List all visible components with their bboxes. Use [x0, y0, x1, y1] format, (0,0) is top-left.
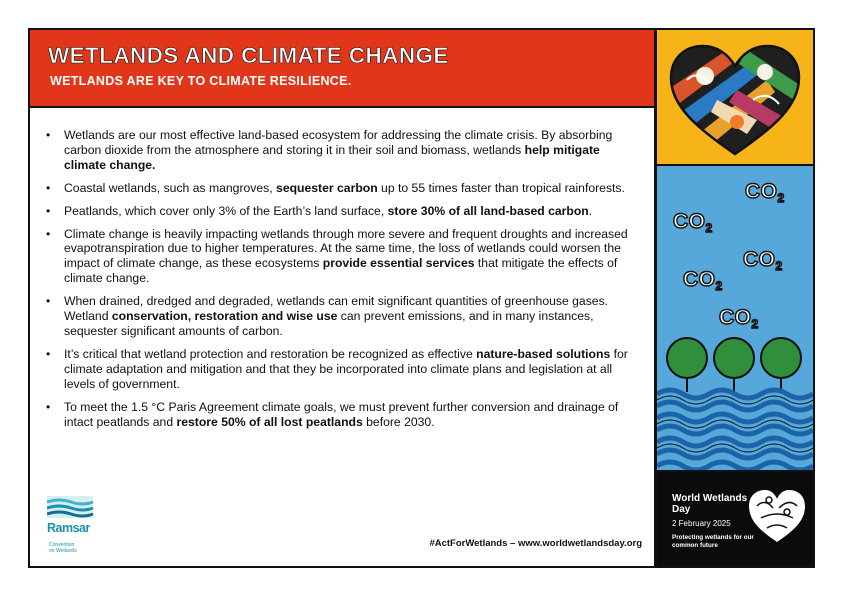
ramsar-caption-line1: Convention [49, 542, 75, 548]
tree-icon [714, 338, 754, 392]
bullet-item [40, 400, 638, 430]
bullet-item [40, 347, 638, 392]
world-wetlands-day-title: World Wetlands Day [672, 493, 748, 515]
bullet-emphasis: provide essential services [322, 256, 475, 271]
bullet-text: It’s critical that wetland protection and restoration be recognized as effective [64, 346, 477, 361]
co2-label: $CO_2$ [683, 268, 723, 293]
bullet-emphasis: nature-based solutions [476, 346, 611, 361]
bullet-text: Peatlands, which cover only 3% of the Earth’s land surface, [64, 203, 388, 218]
bullet-text: that mitigate the effects of climate change. [64, 256, 618, 286]
bullet-text: Climate change is heavily impacting wetlands through more severe and frequent droughts and increased evapotranspiration due to higher temperatures. At the same time, the loss of wetlands could worsen the impact of climate change, as these ecosystems [64, 226, 628, 271]
world-wetlands-day-date: 2 February 2025 [672, 519, 731, 528]
campaign-hashtag-link[interactable]: #ActForWetlands – www.worldwetlandsday.org [429, 538, 642, 549]
bullet-emphasis: help mitigate climate change. [64, 142, 600, 172]
heart-illustration-panel [657, 30, 813, 166]
bullet-text: Coastal wetlands, such as mangroves, [64, 180, 277, 195]
bullet-text: . [588, 203, 593, 218]
co2-illustration-panel [657, 166, 813, 472]
bullet-item [40, 227, 638, 287]
co2-label: $CO_2$ [673, 210, 713, 235]
co2-label: $CO_2$ [719, 306, 759, 331]
bullet-item [40, 128, 638, 173]
header-band [30, 30, 654, 108]
page-title: WETLANDS AND CLIMATE CHANGE [48, 43, 449, 68]
bullet-item [40, 294, 638, 339]
bullet-emphasis: sequester carbon [276, 180, 378, 195]
bullet-emphasis: restore 50% of all lost peatlands [176, 414, 363, 429]
tree-icon [667, 338, 707, 392]
bullet-text: can prevent emissions, and in many instances, sequester significant amounts of carbon. [64, 309, 594, 338]
bullet-emphasis: conservation, restoration and wise use [111, 309, 338, 324]
trees-and-water-illustration [657, 166, 813, 472]
page-subtitle: WETLANDS ARE KEY TO CLIMATE RESILIENCE. [50, 74, 352, 88]
bullet-text: When drained, dredged and degraded, wetlands can emit significant quantities of greenhouse gases. Wetland [64, 294, 609, 324]
ramsar-caption-line2: on Wetlands [49, 548, 77, 554]
bullet-text: up to 55 times faster than tropical rainforests. [377, 180, 625, 195]
ramsar-logo-text: Ramsar [47, 521, 90, 535]
bullet-emphasis: store 30% of all land-based carbon [387, 203, 589, 218]
bullet-text: To meet the 1.5 °C Paris Agreement climate goals, we must prevent further conversion and drainage of intact peatlands and [64, 399, 619, 429]
bullet-item [40, 181, 638, 196]
water-waves [657, 390, 813, 470]
bullet-text: for climate adaptation and mitigation and that they be incorporated into climate plans and legislation at all levels of government. [64, 346, 628, 391]
bullet-item [40, 204, 638, 219]
co2-label: $CO_2$ [745, 180, 785, 205]
co2-label: $CO_2$ [743, 248, 783, 273]
bullet-text: before 2030. [362, 414, 435, 429]
bullet-list [40, 128, 638, 437]
heart-hands-icon [657, 30, 813, 166]
bullet-text: Wetlands are our most effective land-based ecosystem for addressing the climate crisis. By absorbing carbon dioxide from the atmosphere and storing it in their soil and biomass, wetlands [64, 128, 613, 157]
tree-icon [761, 338, 801, 392]
world-wetlands-day-tagline: Protecting wetlands for our common future [672, 534, 754, 549]
